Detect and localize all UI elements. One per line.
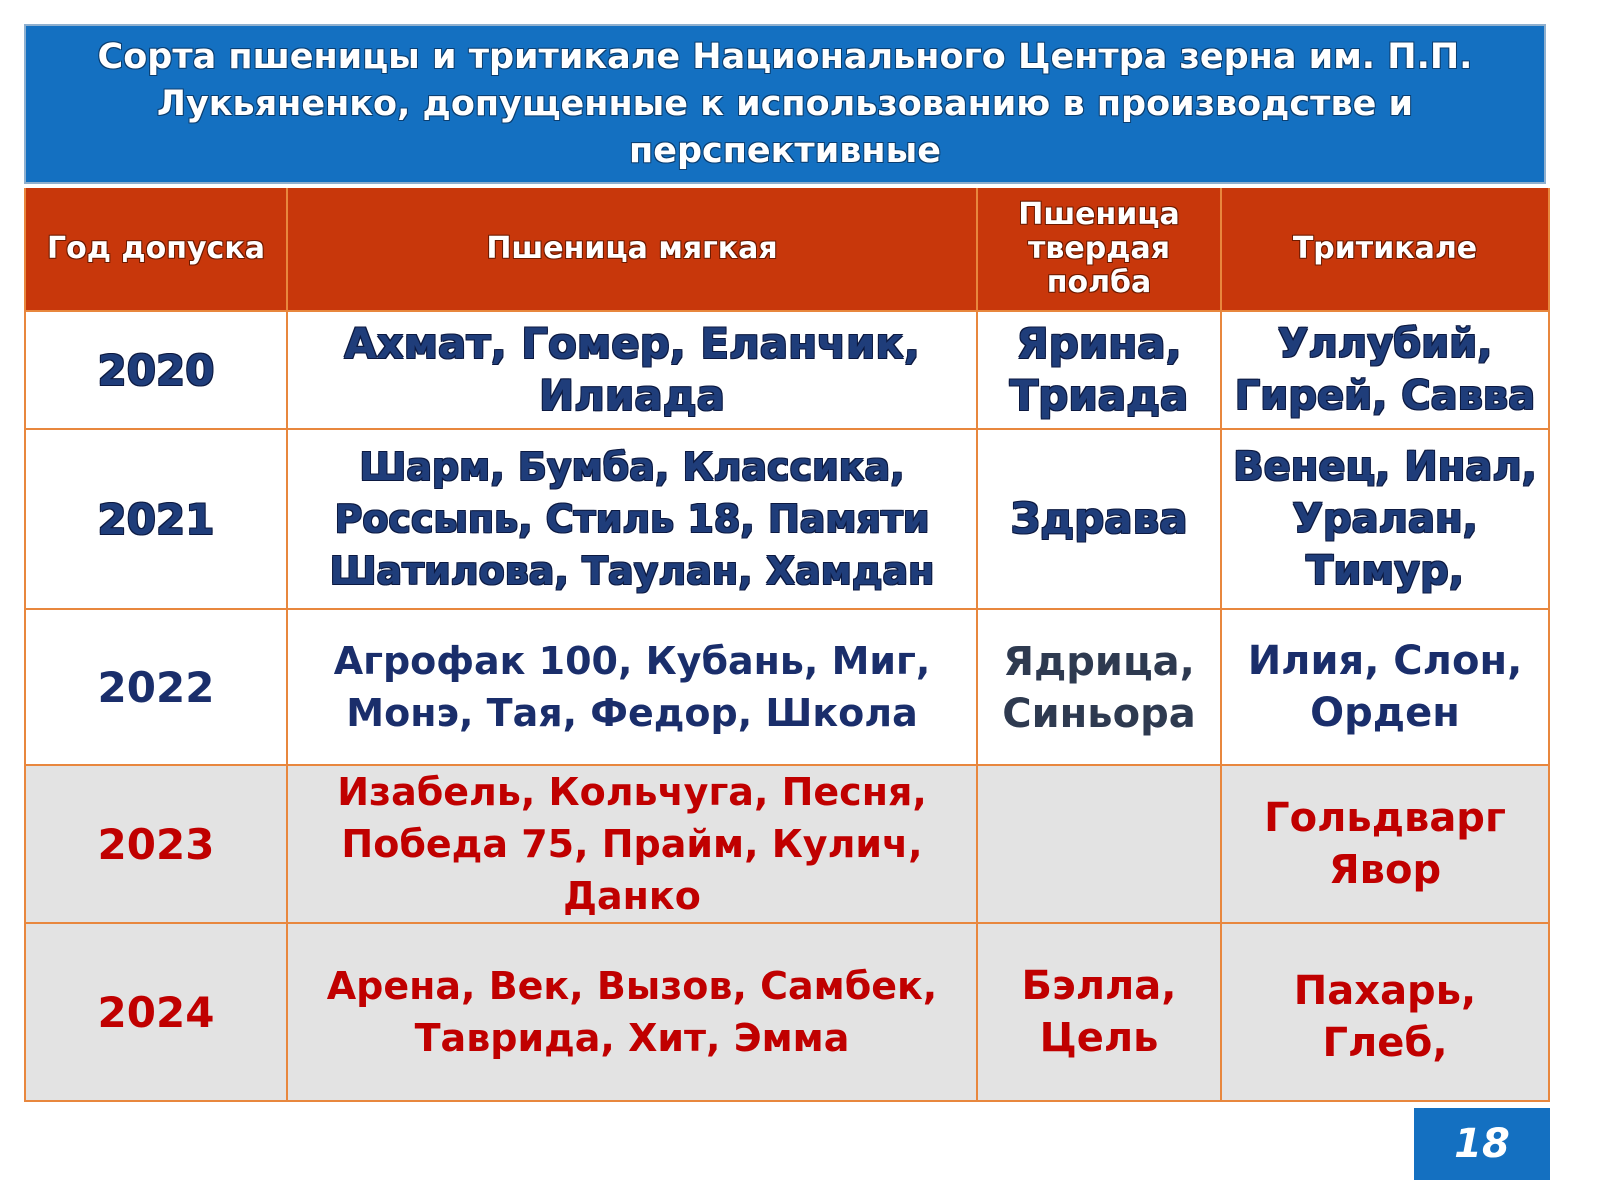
soft-wheat-cell: Агрофак 100, Кубань, Миг, Монэ, Тая, Федор, Школа — [287, 609, 977, 765]
year-cell: 2023 — [25, 765, 287, 923]
year-cell: 2024 — [25, 923, 287, 1101]
header-soft-wheat: Пшеница мягкая — [287, 188, 977, 311]
year-cell: 2021 — [25, 429, 287, 609]
triticale-cell: Уллубий, Гирей, Савва — [1221, 311, 1549, 429]
soft-wheat-cell: Изабель, Кольчуга, Песня, Победа 75, Прайм, Кулич, Данко — [287, 765, 977, 923]
header-durum-spelt: Пшеница твердая полба — [977, 188, 1221, 311]
durum-spelt-cell: Здрава — [977, 429, 1221, 609]
durum-spelt-cell: Бэлла, Цель — [977, 923, 1221, 1101]
durum-spelt-cell: Ярина, Триада — [977, 311, 1221, 429]
triticale-cell: Гольдварг Явор — [1221, 765, 1549, 923]
slide-title: Сорта пшеницы и тритикале Национального Центра зерна им. П.П. Лукьяненко, допущенные к использованию в производстве и перспективные — [97, 36, 1473, 171]
slide-title-box — [24, 24, 1546, 184]
soft-wheat-cell: Арена, Век, Вызов, Самбек, Таврида, Хит, Эмма — [287, 923, 977, 1101]
year-cell: 2022 — [25, 609, 287, 765]
page-number: 18 — [1454, 1121, 1510, 1167]
durum-spelt-cell — [977, 765, 1221, 923]
varieties-table — [24, 188, 1550, 1102]
header-year: Год допуска — [25, 188, 287, 311]
table-row — [25, 609, 1549, 765]
triticale-cell: Пахарь, Глеб, — [1221, 923, 1549, 1101]
soft-wheat-cell: Ахмат, Гомер, Еланчик, Илиада — [287, 311, 977, 429]
page-number-badge — [1414, 1108, 1550, 1180]
table-header-row — [25, 188, 1549, 311]
header-triticale: Тритикале — [1221, 188, 1549, 311]
table-row — [25, 923, 1549, 1101]
table-row — [25, 429, 1549, 609]
table-row — [25, 311, 1549, 429]
triticale-cell: Венец, Инал, Уралан, Тимур, — [1221, 429, 1549, 609]
triticale-cell: Илия, Слон, Орден — [1221, 609, 1549, 765]
table-row — [25, 765, 1549, 923]
soft-wheat-cell: Шарм, Бумба, Классика, Россыпь, Стиль 18, Памяти Шатилова, Таулан, Хамдан — [287, 429, 977, 609]
year-cell: 2020 — [25, 311, 287, 429]
durum-spelt-cell: Ядрица, Синьора — [977, 609, 1221, 765]
